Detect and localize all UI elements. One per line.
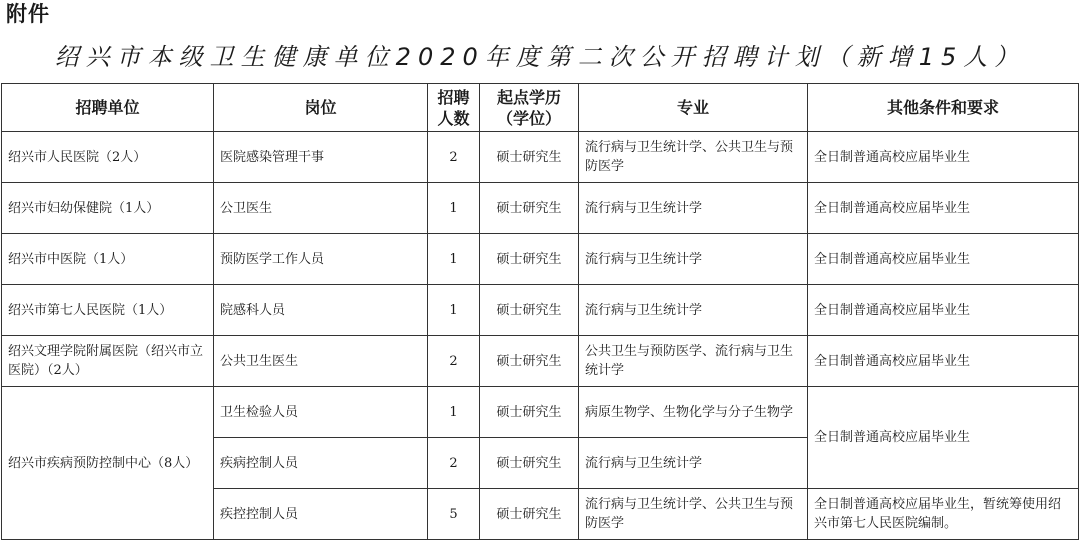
header-position: 岗位 — [214, 84, 428, 132]
cell-unit: 绍兴市人民医院（2人） — [2, 132, 214, 183]
cell-requirements: 全日制普通高校应届毕业生，暂统筹使用绍兴市第七人民医院编制。 — [808, 489, 1079, 540]
cell-requirements: 全日制普通高校应届毕业生 — [808, 183, 1079, 234]
cell-position: 公共卫生医生 — [214, 336, 428, 387]
cell-major: 流行病与卫生统计学 — [579, 183, 808, 234]
cell-count: 2 — [428, 132, 480, 183]
cell-count: 1 — [428, 183, 480, 234]
cell-major: 病原生物学、生物化学与分子生物学 — [579, 387, 808, 438]
header-unit: 招聘单位 — [2, 84, 214, 132]
header-education: 起点学历 （学位） — [480, 84, 579, 132]
recruitment-table — [1, 83, 1079, 540]
table-row — [2, 387, 1079, 438]
cell-education: 硕士研究生 — [480, 132, 579, 183]
table-row — [2, 183, 1079, 234]
cell-count: 2 — [428, 438, 480, 489]
cell-education: 硕士研究生 — [480, 285, 579, 336]
cell-requirements: 全日制普通高校应届毕业生 — [808, 387, 1079, 489]
cell-unit: 绍兴市妇幼保健院（1人） — [2, 183, 214, 234]
cell-requirements: 全日制普通高校应届毕业生 — [808, 132, 1079, 183]
cell-position: 院感科人员 — [214, 285, 428, 336]
cell-education: 硕士研究生 — [480, 387, 579, 438]
cell-education: 硕士研究生 — [480, 336, 579, 387]
cell-education: 硕士研究生 — [480, 183, 579, 234]
cell-education: 硕士研究生 — [480, 234, 579, 285]
cell-count: 2 — [428, 336, 480, 387]
cell-position: 疾病控制人员 — [214, 438, 428, 489]
cell-count: 5 — [428, 489, 480, 540]
table-header-row — [2, 84, 1079, 132]
cell-unit: 绍兴文理学院附属医院（绍兴市立医院）（2人） — [2, 336, 214, 387]
cell-count: 1 — [428, 285, 480, 336]
cell-position: 预防医学工作人员 — [214, 234, 428, 285]
cell-education: 硕士研究生 — [480, 438, 579, 489]
attachment-label: 附件 — [6, 2, 50, 26]
header-requirements: 其他条件和要求 — [808, 84, 1079, 132]
header-major: 专业 — [579, 84, 808, 132]
cell-count: 1 — [428, 387, 480, 438]
cell-major: 流行病与卫生统计学 — [579, 438, 808, 489]
cell-major: 公共卫生与预防医学、流行病与卫生统计学 — [579, 336, 808, 387]
cell-major: 流行病与卫生统计学 — [579, 285, 808, 336]
table-row — [2, 132, 1079, 183]
table-row — [2, 234, 1079, 285]
cell-unit: 绍兴市中医院（1人） — [2, 234, 214, 285]
cell-position: 公卫医生 — [214, 183, 428, 234]
cell-major: 流行病与卫生统计学、公共卫生与预防医学 — [579, 132, 808, 183]
cell-count: 1 — [428, 234, 480, 285]
header-count: 招聘 人数 — [428, 84, 480, 132]
cell-position: 疾控控制人员 — [214, 489, 428, 540]
cell-position: 医院感染管理干事 — [214, 132, 428, 183]
cell-requirements: 全日制普通高校应届毕业生 — [808, 336, 1079, 387]
cell-major: 流行病与卫生统计学、公共卫生与预防医学 — [579, 489, 808, 540]
cell-requirements: 全日制普通高校应届毕业生 — [808, 234, 1079, 285]
cell-requirements: 全日制普通高校应届毕业生 — [808, 285, 1079, 336]
cell-education: 硕士研究生 — [480, 489, 579, 540]
cell-unit: 绍兴市第七人民医院（1人） — [2, 285, 214, 336]
table-row — [2, 336, 1079, 387]
document-title: 绍兴市本级卫生健康单位2020年度第二次公开招聘计划（新增15人） — [54, 43, 1026, 71]
cell-position: 卫生检验人员 — [214, 387, 428, 438]
cell-major: 流行病与卫生统计学 — [579, 234, 808, 285]
table-row — [2, 285, 1079, 336]
cell-unit: 绍兴市疾病预防控制中心（8人） — [2, 387, 214, 540]
